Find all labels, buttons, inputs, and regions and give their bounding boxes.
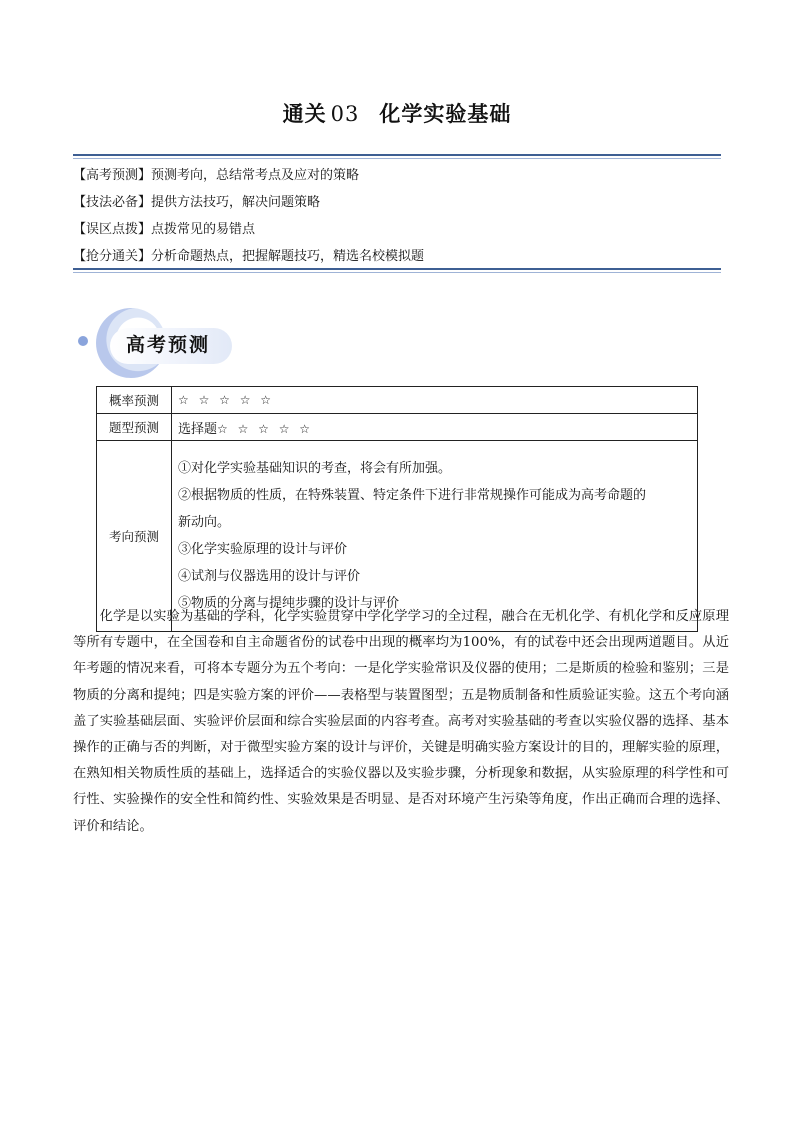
prediction-table [96, 386, 698, 632]
section-banner [74, 306, 234, 378]
title-main: 化学实验基础 [379, 101, 512, 126]
intro-tag: 【高考预测】 [73, 168, 152, 183]
star-rating: ☆ ☆ ☆ ☆ ☆ [178, 392, 275, 407]
table-row [97, 387, 698, 414]
intro-tag: 【误区点拨】 [73, 222, 152, 237]
direction-list [172, 441, 698, 632]
bottom-divider [73, 268, 721, 273]
intro-list [73, 165, 721, 273]
intro-text: 预测考向，总结常考点及应对的策略 [151, 168, 360, 183]
intro-item [73, 165, 721, 192]
question-type: 选择题 [178, 421, 218, 437]
row-key: 考向预测 [97, 441, 172, 632]
intro-tag: 【技法必备】 [73, 195, 152, 210]
list-item: 新动向。 [178, 515, 231, 530]
intro-text: 点拨常见的易错点 [151, 222, 256, 237]
section-heading: 高考预测 [126, 334, 211, 356]
body-paragraph: 化学是以实验为基础的学科，化学实验贯穿中学化学学习的全过程，融合在无机化学、有机化学和反应原理等所有专题中，在全国卷和自主命题省份的试卷中出现的概率均为100%，有的试卷中还会出现两道题目。从近年考题的情况来看，可将本专题分为五个考向：一是化学实验常识及仪器的使用；二是斯质的检验和鉴别；三是物质的分离和提纯；四是实验方案的评价——表格型与装置图型；五是物质制备和性质验证实验。这五个考向涵盖了实验基础层面、实验评价层面和综合实验层面的内容考查。高考对实验基础的考查以实验仪器的选择、基本操作的正确与否的判断，对于微型实验方案的设计与评价，关键是明确实验方案设计的目的，理解实验的原理，在熟知相关物质性质的基础上，选择适合的实验仪器以及实验步骤，分析现象和数据，从实验原理的科学性和可行性、实验操作的安全性和简约性、实验效果是否明显、是否对环境产生污染等角度，作出正确而合理的选择、评价和结论。 [73, 609, 729, 834]
list-item: ①对化学实验基础知识的考查，将会有所加强。 [178, 461, 452, 476]
row-value [172, 414, 698, 441]
row-value [172, 387, 698, 414]
title-prefix: 通关 [282, 101, 327, 126]
intro-item [73, 219, 721, 246]
title-number: 03 [330, 102, 360, 126]
table-row [97, 414, 698, 441]
row-key: 题型预测 [97, 414, 172, 441]
top-divider [73, 154, 721, 159]
list-item: ④试剂与仪器选用的设计与评价 [178, 569, 361, 584]
intro-text: 提供方法技巧，解决问题策略 [151, 195, 321, 210]
star-rating: ☆ ☆ ☆ ☆ ☆ [217, 421, 314, 436]
intro-tag: 【抢分通关】 [73, 249, 152, 264]
table-row [97, 441, 698, 632]
banner-dot-icon [78, 336, 88, 346]
page-title [0, 98, 794, 128]
list-item: ③化学实验原理的设计与评价 [178, 542, 348, 557]
intro-text: 分析命题热点，把握解题技巧，精选名校模拟题 [151, 249, 425, 264]
list-item: ②根据物质的性质，在特殊装置、特定条件下进行非常规操作可能成为高考命题的 [178, 488, 647, 503]
intro-item [73, 192, 721, 219]
list-item: ⑤物质的分离与提纯步骤的设计与评价 [178, 596, 400, 611]
row-key: 概率预测 [97, 387, 172, 414]
